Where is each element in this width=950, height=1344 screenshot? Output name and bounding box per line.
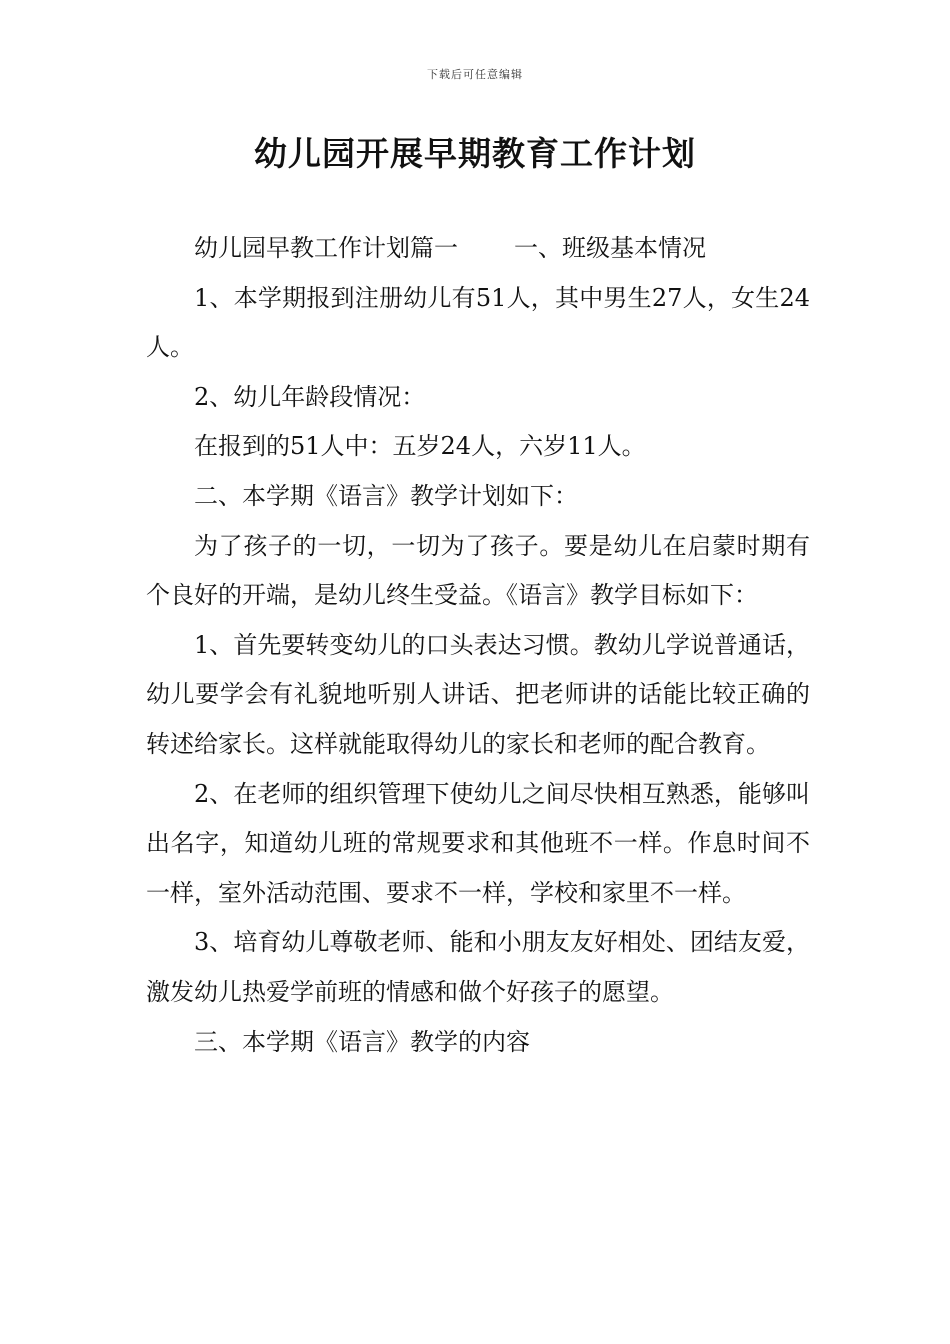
paragraph-language-goal-intro: 为了孩子的一切，一切为了孩子。要是幼儿在启蒙时期有个良好的开端，是幼儿终生受益。《语言》教学目标如下： [146, 531, 810, 610]
paragraph-goal-2: 2、在老师的组织管理下使幼儿之间尽快相互熟悉，能够叫出名字，知道幼儿班的常规要求和其他班不一样。作息时间不一样，室外活动范围、要求不一样，学校和家里不一样。 [146, 779, 810, 907]
section-heading-class-info: 一、班级基本情况 [514, 234, 706, 262]
section-heading-language-plan: 二、本学期《语言》教学计划如下： [194, 481, 578, 510]
paragraph-enrollment: 1、本学期报到注册幼儿有51人，其中男生27人，女生24人。 [146, 283, 810, 362]
document-body [146, 224, 810, 1067]
paragraph-age-detail: 在报到的51人中：五岁24人，六岁11人。 [194, 432, 646, 461]
document-title: 幼儿园开展早期教育工作计划 [254, 134, 696, 173]
section-heading-language-content: 三、本学期《语言》教学的内容 [194, 1027, 530, 1056]
paragraph-goal-1: 1、首先要转变幼儿的口头表达习惯。教幼儿学说普通话，幼儿要学会有礼貌地听别人讲话、把老师讲的话能比较正确的转述给家长。这样就能取得幼儿的家长和老师的配合教育。 [146, 630, 810, 758]
paragraph-goal-3: 3、培育幼儿尊敬老师、能和小朋友友好相处、团结友爱，激发幼儿热爱学前班的情感和做个好孩子的愿望。 [146, 928, 810, 1006]
subtitle-line [146, 224, 810, 274]
plan-section-heading: 幼儿园早教工作计划篇一 [194, 234, 458, 262]
page-header-note: 下载后可任意编辑 [427, 68, 523, 81]
paragraph-age-heading: 2、幼儿年龄段情况： [194, 382, 426, 411]
